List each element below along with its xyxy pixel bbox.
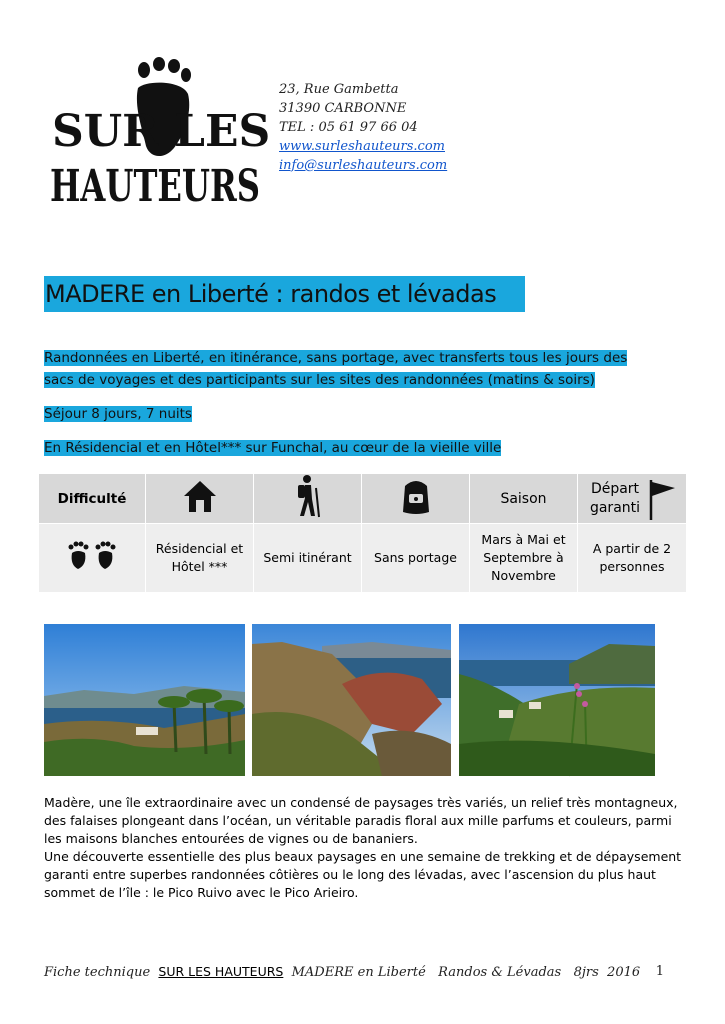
logo-line-2: HAUTEURS (50, 161, 260, 212)
footer-prefix: Fiche technique (44, 965, 151, 980)
email-link[interactable]: info@surleshauteurs.com (279, 158, 448, 173)
table-header-row (39, 474, 687, 524)
logo-line-1: SUR LES (52, 106, 271, 157)
intro-line-1: Randonnées en Liberté, en itinérance, sans portage, avec transferts tous les jours des (44, 350, 628, 366)
accommodation-text: En Résidencial et en Hôtel*** sur Funchal, au cœur de la vieille ville (44, 440, 502, 456)
accommodation-summary (44, 438, 501, 458)
footer-doc-title: MADERE en Liberté Randos & Lévadas 8jrs 2016 (291, 965, 641, 980)
photo-coast-palms (44, 624, 245, 776)
photo-cliffs (252, 624, 451, 776)
trip-description (44, 794, 684, 902)
table-values-row (39, 524, 687, 593)
season-label: Saison (500, 490, 547, 507)
contact-street: 23, Rue Gambetta (279, 82, 399, 97)
trip-info-table (38, 473, 687, 593)
page-number: 1 (655, 964, 664, 979)
paw-prints-icon (39, 524, 146, 593)
photo-valley-flowers (459, 624, 655, 776)
hiker-icon (254, 474, 362, 524)
contact-block (279, 80, 447, 175)
difficulty-label: Difficulté (57, 490, 127, 507)
website-link[interactable]: www.surleshauteurs.com (279, 139, 445, 154)
page-footer (44, 964, 664, 980)
intro-text (44, 347, 674, 391)
depart-header (578, 474, 687, 524)
portage-cell: Sans portage (362, 524, 470, 593)
company-logo (50, 58, 270, 223)
season-header (470, 474, 578, 524)
depart-label: Départ garanti (589, 480, 641, 516)
sejour-duration (44, 404, 192, 424)
sejour-text: Séjour 8 jours, 7 nuits (44, 406, 192, 422)
flag-icon (647, 478, 677, 520)
season-cell: Mars à Mai et Septembre à Novembre (470, 524, 578, 593)
backpack-icon (362, 474, 470, 524)
description-paragraph-2: Une découverte essentielle des plus beaux paysages en une semaine de trekking et de dépaysement garanti entre superbes randonnées côtières ou le long des lévadas, avec l’ascension du plus haut sommet de l’île : le Pico Ruivo avec le Pico Arieiro. (44, 849, 682, 900)
description-paragraph-1: Madère, une île extraordinaire avec un condensé de paysages très variés, un relief très montagneux, des falaises plongeant dans l’océan, un véritable paradis floral aux mille parfums et couleurs, parmi les maisons blanches entourées de vignes ou de bananiers. (44, 795, 678, 846)
footer-brand: SUR LES HAUTEURS (158, 964, 284, 979)
page-title-text: MADERE en Liberté : randos et lévadas (45, 280, 497, 308)
contact-phone: TEL : 05 61 97 66 04 (279, 120, 418, 135)
depart-cell: A partir de 2 personnes (578, 524, 687, 593)
itinerance-cell: Semi itinérant (254, 524, 362, 593)
contact-city: 31390 CARBONNE (279, 101, 407, 116)
page-title (44, 276, 525, 312)
difficulty-header (39, 474, 146, 524)
accommodation-cell: Résidencial et Hôtel *** (146, 524, 254, 593)
house-icon (146, 474, 254, 524)
intro-line-2: sacs de voyages et des participants sur les sites des randonnées (matins & soirs) (44, 372, 595, 388)
